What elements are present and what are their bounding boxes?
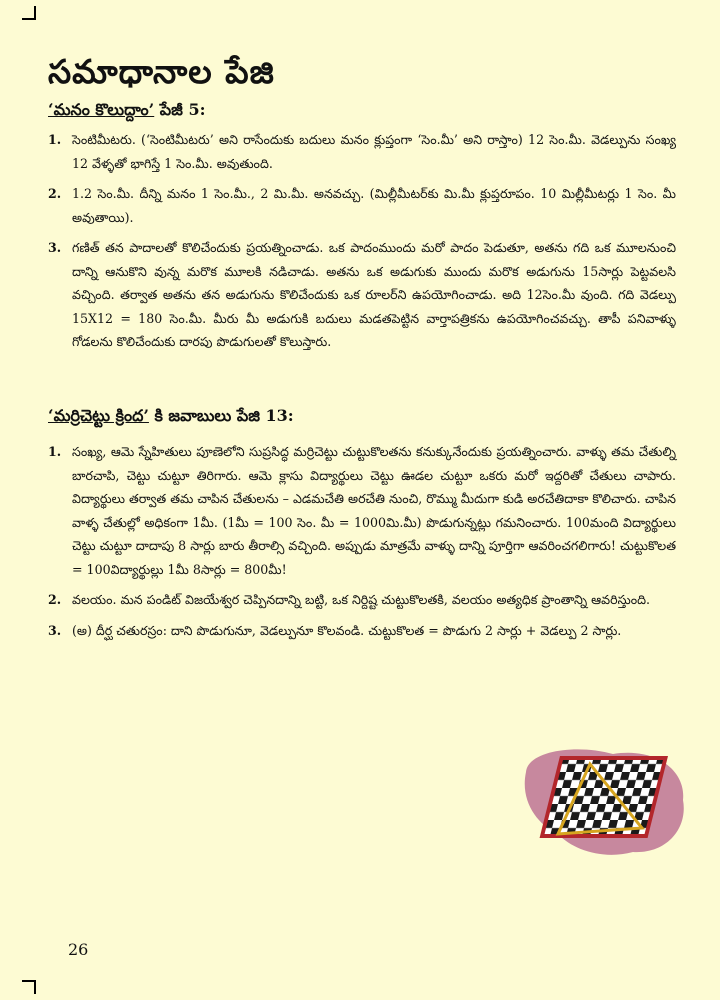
section2-answers — [48, 440, 676, 642]
chessboard-illustration — [518, 742, 688, 866]
item-text: గణిత్ తన పాదాలతో కొలిచేందుకు ప్రయత్నించాడు. ఒక పాదంముందు మరో పాదం పెడుతూ, అతను గది ఒక మూలనుంచి దాన్ని ఆనుకొని వున్న మరొక మూలకి నడిచాడు. అతను ఒక అడుగుకు ముందు మరొక అడుగును 15సార్లు పెట్టవలసి వచ్చింది. తర్వాత అతను తన అడుగును కొలిచేందుకు ఒక రూలర్‌ని ఉపయోగించాడు. అది 12సెం.మీ వుంది. గది వెడల్పు 15X12 = 180 సెం.మీ. మీరు మీ అడుగుకి బదులు మడతపెట్టిన వార్తాపత్రికను ఉపయోగించవచ్చు. తాపీ పనివాళ్ళు గోడలను కొలిచేందుకు దారపు పొడుగులతో కొలుస్తారు. — [72, 240, 676, 349]
page-title: సమాధానాల పేజి — [48, 52, 275, 91]
section1-heading-rest: పేజీ 5: — [154, 100, 206, 119]
section1-heading-quoted: ‘మనం కొలుద్దాం’ — [48, 100, 155, 119]
section2-heading-quoted: ‘మర్రిచెట్టు క్రింద’ — [48, 406, 149, 425]
item-number: 1. — [48, 132, 62, 147]
crop-mark-top-left-h — [22, 18, 36, 20]
section2-heading — [48, 406, 294, 429]
item-text: వలయం. మన పండిట్ విజయేశ్వర చెప్పినదాన్ని బట్టి, ఒక నిర్దిష్ట చుట్టుకొలతకి, వలయం అత్యధిక ప్రాంతాన్ని ఆవరిస్తుంది. — [72, 592, 651, 607]
list-item — [48, 588, 676, 612]
section1-answers — [48, 128, 676, 354]
crop-mark-bottom-left-h — [22, 980, 36, 982]
page-number: 26 — [68, 940, 89, 959]
item-text: సెంటిమీటరు. (‘సెంటిమీటరు’ అని రాసేందుకు బదులు మనం క్లుప్తంగా ‘సెం.మీ’ అని రాస్తాం) 12 సెం.మీ. వెడల్పును సంఖ్య 12 వేళ్ళతో భాగిస్తే 1 సెం.మీ. అవుతుంది. — [72, 132, 676, 171]
crop-mark-bottom-left-v — [34, 980, 36, 994]
list-item — [48, 182, 676, 229]
item-number: 3. — [48, 622, 62, 638]
list-item — [48, 440, 676, 581]
item-number: 2. — [48, 592, 62, 607]
item-number: 1. — [48, 444, 62, 459]
section1-heading — [48, 100, 206, 123]
item-text: (అ) దీర్ఘ చతురస్రం: దాని పొడుగునూ, వెడల్పునూ కొలవండి. చుట్టుకొలత = పొడుగు 2 సార్లు + వెడల్పు 2 సార్లు. — [72, 622, 622, 638]
section2-heading-rest: కి జవాబులు పేజి 13: — [148, 406, 294, 425]
list-item — [48, 128, 676, 175]
list-item — [48, 619, 676, 643]
list-item — [48, 236, 676, 354]
item-number: 2. — [48, 186, 62, 201]
item-number: 3. — [48, 240, 62, 255]
item-text: 1.2 సెం.మీ. దీన్ని మనం 1 సెం.మీ., 2 మి.మీ. అనవచ్చు. (మిల్లీమీటర్‌కు మి.మీ క్లుప్తరూపం. 10 మిల్లీమీటర్లు 1 సెం. మీ అవుతాయి). — [72, 186, 676, 225]
item-text: సంఖ్య, ఆమె స్నేహితులు పూణెలోని సుప్రసిద్ధ మర్రిచెట్టు చుట్టుకొలతను కనుక్కునేందుకు ప్రయత్నించారు. వాళ్ళు తమ చేతుల్ని బారచాపి, చెట్టు చుట్టూ తిరిగారు. ఆమె క్లాసు విద్యార్థులు చెట్టు ఊడల చుట్టూ ఒకరు మరో ఇద్దరితో చేతులు చాపారు. విద్యార్థులు తర్వాత తమ చాపిన చేతులను – ఎడమచేతి అరచేతి నుంచి, రొమ్ము మీదుగా కుడి అరచేతిదాకా కొలిచారు. చాపిన వాళ్ళ చేతుల్లో అధికంగా 1మీ. (1మీ = 100 సెం. మీ = 1000మి.మీ) పొడుగున్నట్లు గమనించారు. 100మంది విద్యార్థులు చెట్టు చుట్టూ దాదాపు 8 సార్లు బారు తీరాల్సి వచ్చింది. అప్పుడు మాత్రమే వాళ్ళు దాన్ని పూర్తిగా ఆవరించగలిగారు! చుట్టుకొలత = 100విద్యార్థుల్లు 1మీ 8సార్లు = 800మీ! — [72, 444, 676, 577]
